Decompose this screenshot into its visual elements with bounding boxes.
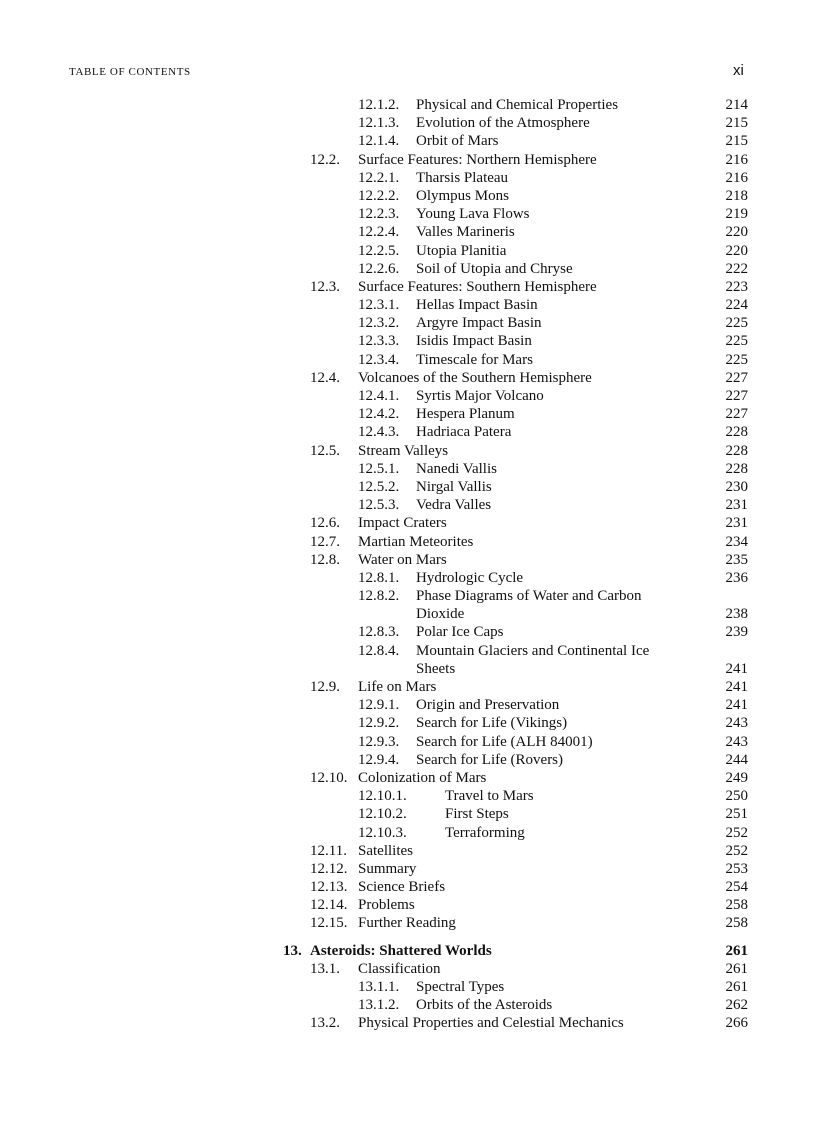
- toc-entry: [0, 660, 816, 678]
- toc-entry-page: 227: [725, 369, 748, 386]
- toc-entry: [0, 551, 816, 569]
- toc-entry-page: 258: [725, 897, 748, 914]
- toc-entry: [0, 878, 816, 896]
- toc-entry-number: 12.5.3.: [358, 497, 400, 514]
- toc-entry: [0, 205, 816, 223]
- toc-entry-page: 258: [725, 915, 748, 932]
- toc-entry-page: 228: [725, 442, 748, 459]
- toc-entry: [0, 260, 816, 278]
- toc-entry-page: 249: [725, 769, 748, 786]
- toc-entry-number: 12.8.2.: [358, 588, 400, 605]
- toc-entry: [0, 751, 816, 769]
- toc-entry: [0, 623, 816, 641]
- toc-entry-number: 12.6.: [310, 515, 340, 532]
- toc-entry-number: 12.14.: [310, 897, 348, 914]
- toc-entry-number: 12.2.4.: [358, 224, 400, 241]
- toc-entry-number: 12.8.4.: [358, 642, 400, 659]
- toc-entry: [0, 242, 816, 260]
- toc-entry-title: Colonization of Mars: [358, 769, 487, 786]
- toc-entry-number: 12.10.3.: [358, 824, 407, 841]
- toc-entry-page: 216: [725, 169, 748, 186]
- toc-entry-title: Surface Features: Northern Hemisphere: [358, 151, 597, 168]
- toc-entry-page: 225: [725, 351, 748, 368]
- toc-entry-number: 12.4.3.: [358, 424, 400, 441]
- toc-entry-number: 12.9.3.: [358, 733, 400, 750]
- toc-entry-title: Valles Marineris: [416, 224, 515, 241]
- toc-entry-page: 214: [725, 97, 748, 113]
- toc-entry-page: 228: [725, 460, 748, 477]
- toc-entry-page: 261: [725, 960, 748, 977]
- toc-entry-page: 235: [725, 551, 748, 568]
- toc-entry-page: 236: [725, 569, 748, 586]
- toc-entry-title: Search for Life (Vikings): [416, 715, 568, 732]
- toc-entry-page: 222: [725, 260, 748, 277]
- toc-entry-title: Satellites: [358, 842, 413, 859]
- toc-entry: [0, 369, 816, 387]
- toc-entry-page: 215: [725, 115, 748, 132]
- toc-entry-number: 12.10.1.: [358, 788, 407, 805]
- toc-entry-number: 12.3.4.: [358, 351, 400, 368]
- toc-entry-page: 253: [725, 860, 748, 877]
- toc-entry-title: Surface Features: Southern Hemisphere: [358, 278, 597, 295]
- toc-entry-title: Nirgal Vallis: [416, 478, 492, 495]
- toc-entry: [0, 296, 816, 314]
- toc-entry-page: 244: [725, 751, 748, 768]
- toc-entry-number: 12.3.2.: [358, 315, 400, 332]
- toc-entry-title: Physical Properties and Celestial Mechanics: [358, 1015, 624, 1032]
- toc-entry-title: Tharsis Plateau: [416, 169, 509, 186]
- toc-entry-number: 12.9.4.: [358, 751, 400, 768]
- toc-entry-page: 250: [725, 788, 748, 805]
- toc-entry-number: 12.15.: [310, 915, 348, 932]
- toc-entry-page: 251: [725, 806, 748, 823]
- toc-entry: [0, 114, 816, 132]
- toc-entry-number: 12.9.: [310, 679, 340, 695]
- toc-entry-number: 13.1.: [310, 960, 340, 977]
- toc-chapter-entry: [0, 942, 816, 960]
- toc-entry-page: 243: [725, 733, 748, 750]
- toc-entry: [0, 351, 816, 369]
- toc-entry-title: Phase Diagrams of Water and Carbon: [416, 588, 642, 605]
- toc-entry: [0, 1014, 816, 1032]
- toc-entry: [0, 787, 816, 805]
- toc-entry-page: 215: [725, 133, 748, 150]
- toc-entry-title: Martian Meteorites: [358, 533, 474, 550]
- toc-entry-title: Syrtis Major Volcano: [416, 388, 544, 404]
- toc-entry-title: Volcanoes of the Southern Hemisphere: [358, 369, 592, 386]
- toc-entry: [0, 332, 816, 350]
- toc-entry: [0, 223, 816, 241]
- toc-entry: [0, 514, 816, 532]
- toc-entry: [0, 605, 816, 623]
- toc-entry-page: 266: [725, 1015, 748, 1032]
- toc-entry-title: Evolution of the Atmosphere: [416, 115, 590, 132]
- toc-entry-page: 223: [725, 278, 748, 295]
- toc-entry-number: 13.: [283, 942, 302, 959]
- toc-entry-page: 261: [725, 979, 748, 995]
- toc-entry-title: Vedra Valles: [416, 497, 492, 514]
- toc-entry-number: 12.2.: [310, 151, 340, 168]
- toc-entry-page: 241: [725, 679, 748, 695]
- toc-entry-title: Spectral Types: [416, 979, 505, 995]
- toc-entry-number: 12.4.2.: [358, 406, 400, 423]
- toc-entry-number: 12.8.3.: [358, 624, 400, 641]
- toc-entry: [0, 387, 816, 405]
- toc-entry-number: 12.2.6.: [358, 260, 400, 277]
- toc-entry: [0, 896, 816, 914]
- toc-entry: [0, 496, 816, 514]
- toc-entry-page: 241: [725, 697, 748, 714]
- toc-entry-title: Water on Mars: [358, 551, 447, 568]
- toc-entry: [0, 96, 816, 114]
- toc-entry-number: 12.11.: [310, 842, 347, 859]
- table-of-contents: [0, 96, 816, 1033]
- toc-entry: [0, 642, 816, 660]
- toc-entry-page: 216: [725, 151, 748, 168]
- toc-entry-title: Utopia Planitia: [416, 242, 507, 259]
- toc-entry-number: 12.3.3.: [358, 333, 400, 350]
- toc-entry-number: 12.7.: [310, 533, 340, 550]
- toc-entry: [0, 805, 816, 823]
- toc-entry-number: 12.13.: [310, 879, 348, 896]
- toc-entry-number: 12.2.3.: [358, 206, 400, 223]
- toc-entry-title: Nanedi Vallis: [416, 460, 497, 477]
- toc-entry: [0, 824, 816, 842]
- toc-entry-title: Young Lava Flows: [416, 206, 530, 223]
- toc-entry-title: Sheets: [416, 660, 456, 677]
- toc-entry: [0, 151, 816, 169]
- toc-entry-title: Polar Ice Caps: [416, 624, 504, 641]
- toc-entry-page: 254: [725, 879, 748, 896]
- toc-entry-page: 228: [725, 424, 748, 441]
- toc-entry-title: Classification: [358, 960, 441, 977]
- toc-entry-page: 234: [725, 533, 748, 550]
- toc-entry-title: Soil of Utopia and Chryse: [416, 260, 573, 277]
- toc-entry-title: Hellas Impact Basin: [416, 297, 538, 314]
- toc-entry-number: 12.10.: [310, 769, 348, 786]
- toc-entry-number: 12.2.2.: [358, 187, 400, 204]
- toc-entry-page: 243: [725, 715, 748, 732]
- toc-entry-number: 12.5.: [310, 442, 340, 459]
- toc-entry-title: Hespera Planum: [416, 406, 515, 423]
- toc-entry: [0, 842, 816, 860]
- toc-entry-page: 227: [725, 388, 748, 404]
- toc-entry: [0, 714, 816, 732]
- toc-entry-title: Travel to Mars: [445, 788, 534, 805]
- toc-entry-number: 12.2.5.: [358, 242, 400, 259]
- toc-entry: [0, 169, 816, 187]
- toc-entry: [0, 696, 816, 714]
- running-header: TABLE OF CONTENTS: [69, 66, 191, 78]
- toc-entry-page: 225: [725, 315, 748, 332]
- toc-entry-number: 12.8.1.: [358, 569, 400, 586]
- toc-entry-title: Argyre Impact Basin: [416, 315, 542, 332]
- toc-entry: [0, 769, 816, 787]
- toc-entry-number: 12.5.1.: [358, 460, 400, 477]
- toc-entry-title: Physical and Chemical Properties: [416, 97, 619, 113]
- toc-entry-title: Stream Valleys: [358, 442, 449, 459]
- page-number: xi: [733, 62, 744, 79]
- toc-entry-number: 12.2.1.: [358, 169, 400, 186]
- toc-entry-number: 12.3.: [310, 278, 340, 295]
- toc-entry-page: 231: [725, 497, 748, 514]
- toc-entry: [0, 442, 816, 460]
- toc-entry-page: 252: [725, 824, 748, 841]
- toc-entry-number: 12.3.1.: [358, 297, 400, 314]
- toc-entry-number: 12.1.4.: [358, 133, 400, 150]
- toc-entry: [0, 405, 816, 423]
- toc-entry-number: 12.10.2.: [358, 806, 407, 823]
- toc-entry-title: Impact Craters: [358, 515, 447, 532]
- toc-entry-page: 252: [725, 842, 748, 859]
- toc-entry: [0, 187, 816, 205]
- toc-entry-page: 220: [725, 242, 748, 259]
- toc-entry: [0, 278, 816, 296]
- toc-entry-number: 13.1.1.: [358, 979, 400, 995]
- toc-entry-title: Origin and Preservation: [416, 697, 560, 714]
- toc-entry-page: 224: [725, 297, 748, 314]
- toc-entry-title: Mountain Glaciers and Continental Ice: [416, 642, 650, 659]
- toc-entry-number: 12.9.2.: [358, 715, 400, 732]
- toc-entry: [0, 132, 816, 150]
- toc-entry-title: Life on Mars: [358, 679, 437, 695]
- toc-entry-number: 12.1.2.: [358, 97, 400, 113]
- toc-entry-page: 239: [725, 624, 748, 641]
- toc-entry-title: Orbit of Mars: [416, 133, 499, 150]
- toc-entry: [0, 587, 816, 605]
- toc-entry-number: 12.4.: [310, 369, 340, 386]
- toc-entry-title: First Steps: [445, 806, 509, 823]
- toc-entry-page: 231: [725, 515, 748, 532]
- toc-entry-number: 12.1.3.: [358, 115, 400, 132]
- toc-entry: [0, 733, 816, 751]
- toc-entry-page: 219: [725, 206, 748, 223]
- toc-entry-page: 241: [725, 660, 748, 677]
- toc-entry-title: Olympus Mons: [416, 187, 509, 204]
- toc-entry-number: 12.8.: [310, 551, 340, 568]
- toc-entry: [0, 423, 816, 441]
- toc-entry-page: 220: [725, 224, 748, 241]
- toc-entry-title: Summary: [358, 860, 417, 877]
- toc-entry: [0, 569, 816, 587]
- toc-entry-page: 227: [725, 406, 748, 423]
- toc-entry-title: Hydrologic Cycle: [416, 569, 524, 586]
- toc-entry-page: 261: [725, 942, 748, 959]
- toc-entry: [0, 678, 816, 696]
- toc-entry-page: 238: [725, 606, 748, 623]
- toc-entry-number: 12.12.: [310, 860, 348, 877]
- toc-entry: [0, 996, 816, 1014]
- toc-entry-title: Hadriaca Patera: [416, 424, 512, 441]
- toc-entry-title: Science Briefs: [358, 879, 446, 896]
- toc-entry: [0, 860, 816, 878]
- toc-entry-number: 12.9.1.: [358, 697, 400, 714]
- toc-entry-page: 225: [725, 333, 748, 350]
- toc-entry-number: 12.4.1.: [358, 388, 400, 404]
- toc-entry-title: Asteroids: Shattered Worlds: [310, 942, 492, 959]
- toc-entry-number: 13.1.2.: [358, 997, 400, 1014]
- toc-entry-number: 13.2.: [310, 1015, 340, 1032]
- toc-entry-title: Isidis Impact Basin: [416, 333, 532, 350]
- toc-entry-page: 230: [725, 478, 748, 495]
- toc-entry: [0, 314, 816, 332]
- toc-entry-page: 262: [725, 997, 748, 1014]
- toc-entry-title: Further Reading: [358, 915, 456, 932]
- toc-entry-page: 218: [725, 187, 748, 204]
- toc-entry: [0, 478, 816, 496]
- toc-entry: [0, 960, 816, 978]
- toc-entry-title: Timescale for Mars: [416, 351, 533, 368]
- toc-entry-title: Terraforming: [445, 824, 525, 841]
- toc-entry-title: Search for Life (Rovers): [416, 751, 564, 768]
- toc-entry-number: 12.5.2.: [358, 478, 400, 495]
- toc-entry: [0, 914, 816, 932]
- toc-entry-title: Dioxide: [416, 606, 465, 623]
- toc-entry-title: Search for Life (ALH 84001): [416, 733, 593, 750]
- toc-entry: [0, 533, 816, 551]
- toc-entry-title: Problems: [358, 897, 415, 914]
- toc-entry: [0, 460, 816, 478]
- toc-entry-title: Orbits of the Asteroids: [416, 997, 553, 1014]
- toc-entry: [0, 978, 816, 996]
